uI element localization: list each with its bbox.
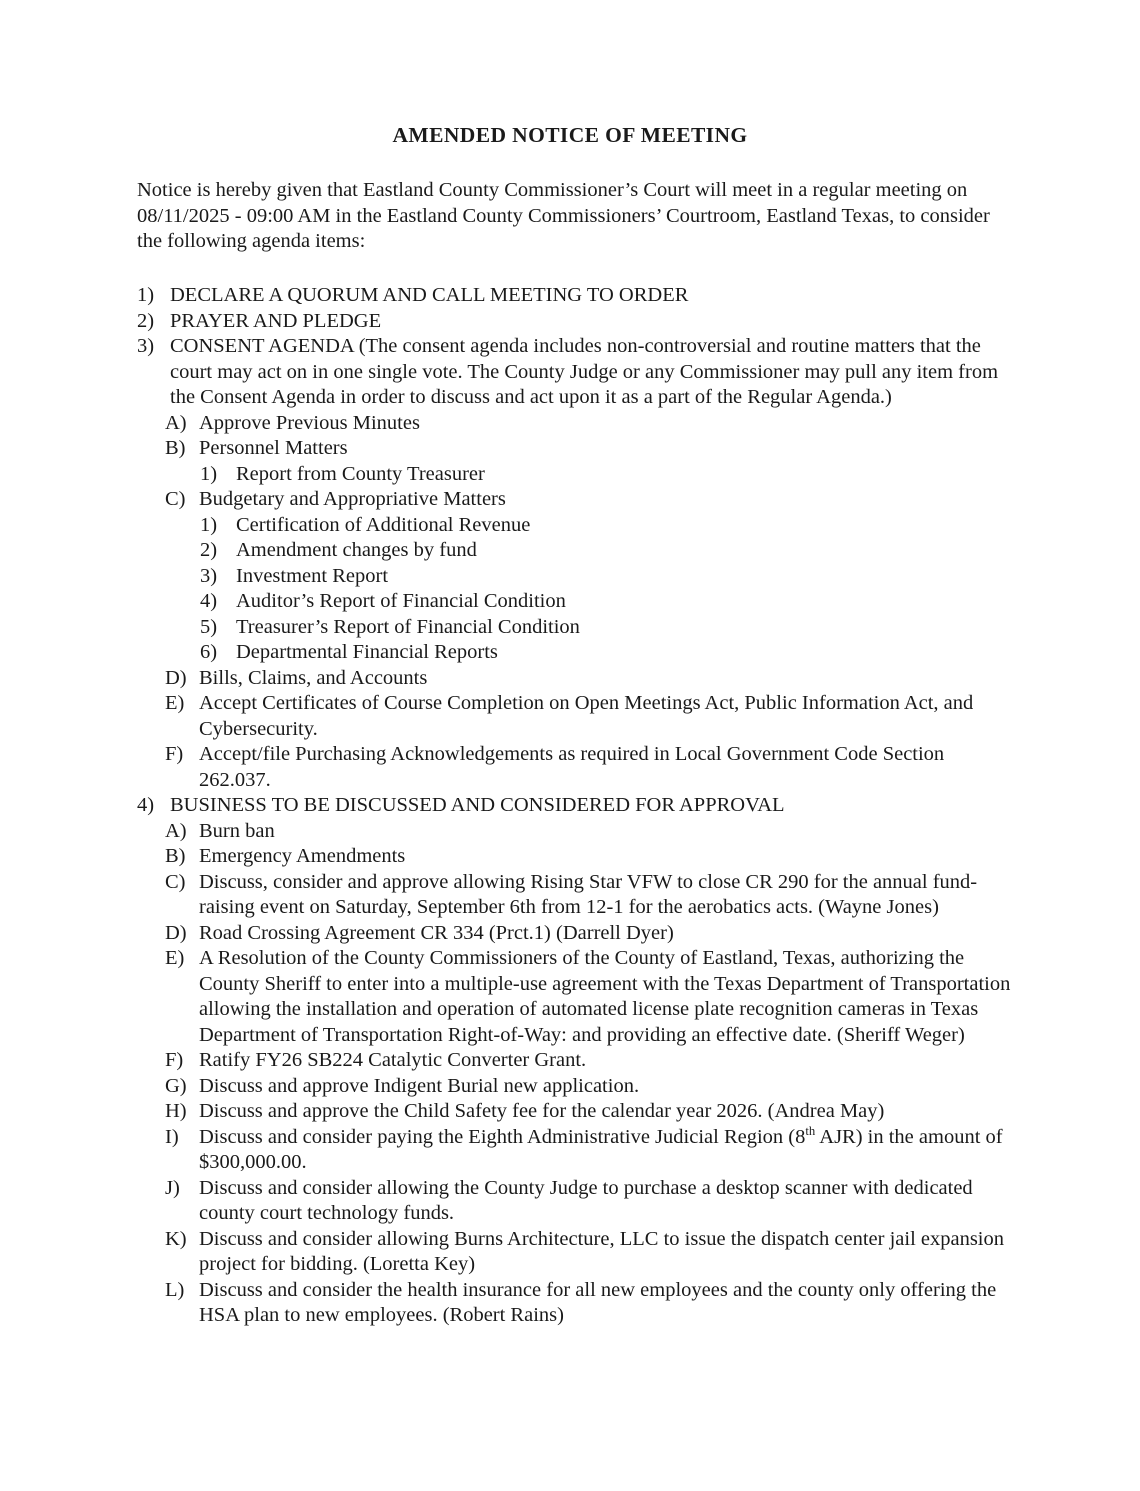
agenda-item-text: Investment Report: [236, 564, 389, 587]
agenda-item-level-2: [165, 666, 1017, 692]
agenda-item-marker: J): [165, 1176, 180, 1199]
agenda-item-level-2: [165, 411, 1017, 437]
agenda-item-level-3: [200, 538, 1017, 564]
agenda-item-marker: 1): [137, 284, 155, 306]
agenda-item-text: A Resolution of the County Commissioners of the County of Eastland, Texas, authorizing the County Sheriff to enter into a multiple-use agreement with the Texas Department of Transportation allowing the installation and operation of automated license plate recognition cameras in Texas Department of Transportation Right-of-Way: and providing an effective date. (Sheriff Weger): [199, 947, 1011, 1046]
agenda-item-text: DECLARE A QUORUM AND CALL MEETING TO ORDER: [170, 284, 689, 306]
agenda-item-text: Budgetary and Appropriative Matters: [199, 488, 506, 510]
agenda-item-text: Personnel Matters: [199, 437, 348, 459]
agenda-item-level-1: [137, 309, 1017, 335]
agenda-item-marker: F): [165, 743, 184, 765]
agenda-item-level-3: [200, 615, 1017, 641]
agenda-item-level-2: [165, 436, 1017, 462]
agenda-item-level-3: [200, 513, 1017, 539]
agenda-item-marker: F): [165, 1049, 184, 1071]
agenda-item-text: Certification of Additional Revenue: [236, 513, 531, 536]
agenda-item-level-2: [165, 1176, 1017, 1227]
agenda-item-marker: L): [165, 1278, 185, 1301]
agenda-item-level-2: [165, 819, 1017, 845]
agenda-item-text: Report from County Treasurer: [236, 462, 485, 485]
agenda-item-level-2: [165, 1278, 1017, 1329]
agenda-item-level-2: [165, 946, 1017, 1048]
agenda-item-text: Departmental Financial Reports: [236, 641, 498, 663]
agenda-item-text: Accept Certificates of Course Completion on Open Meetings Act, Public Information Act, and Cybersecurity.: [199, 692, 974, 740]
agenda-item-level-2: [165, 1227, 1017, 1278]
agenda-item-marker: I): [165, 1125, 179, 1148]
agenda-item-level-1: [137, 283, 1017, 309]
agenda-item-text: Auditor’s Report of Financial Condition: [236, 590, 566, 612]
agenda-item-level-3: [200, 589, 1017, 615]
agenda-item-marker: E): [165, 947, 185, 969]
agenda-item-marker: A): [165, 411, 187, 434]
agenda-item-text: Discuss and consider allowing Burns Architecture, LLC to issue the dispatch center jail expansion project for bidding. (Loretta Key): [199, 1227, 1005, 1275]
agenda-item-marker: 2): [200, 539, 218, 561]
agenda-item-marker: D): [165, 921, 187, 944]
agenda-item-text: Road Crossing Agreement CR 334 (Prct.1) (Darrell Dyer): [199, 921, 674, 944]
agenda-item-level-2: [165, 1074, 1017, 1100]
agenda-item-marker: 1): [200, 462, 218, 485]
agenda-item-level-2: [165, 691, 1017, 742]
page-title: AMENDED NOTICE OF MEETING: [392, 123, 748, 147]
agenda-item-level-2: [165, 870, 1017, 921]
agenda-item-marker: 3): [137, 335, 155, 357]
agenda-item-text: Discuss and approve Indigent Burial new application.: [199, 1074, 640, 1097]
agenda-item-text: Discuss and consider the health insurance for all new employees and the county only offering the HSA plan to new employees. (Robert Rains): [199, 1278, 997, 1326]
agenda-item-level-3: [200, 462, 1017, 488]
agenda-item-marker: C): [165, 870, 186, 893]
agenda-item-level-2: [165, 921, 1017, 947]
agenda-item-marker: B): [165, 437, 186, 459]
agenda-item-text: Burn ban: [199, 819, 275, 842]
agenda-item-marker: 1): [200, 513, 218, 536]
agenda-item-text: Ratify FY26 SB224 Catalytic Converter Grant.: [199, 1049, 587, 1071]
agenda-item-text: Amendment changes by fund: [236, 539, 477, 561]
agenda-item-level-1: [137, 793, 1017, 819]
agenda-item-marker: 5): [200, 615, 218, 638]
agenda-item-marker: D): [165, 666, 187, 689]
notice-intro-paragraph: Notice is hereby given that Eastland County Commissioner’s Court will meet in a regular meeting on 08/11/2025 - 09:00 AM in the Eastland County Commissioners’ Courtroom, Eastland Texas, to consider the following agenda items:: [137, 179, 990, 252]
agenda-item-text: Approve Previous Minutes: [199, 411, 420, 434]
agenda-item-level-2: [165, 1048, 1017, 1074]
agenda-item-marker: A): [165, 819, 187, 842]
agenda-list: [137, 283, 1017, 1329]
agenda-item-text: CONSENT AGENDA (The consent agenda includes non-controversial and routine matters that the court may act on in one single vote. The County Judge or any Commissioner may pull any item from the Consent Agenda in order to discuss and act upon it as a part of the Regular Agenda.): [170, 335, 999, 408]
agenda-item-text: Discuss, consider and approve allowing Rising Star VFW to close CR 290 for the annual fund-raising event on Saturday, September 6th from 12-1 for the aerobatics acts. (Wayne Jones): [199, 870, 978, 918]
agenda-item-marker: C): [165, 488, 186, 510]
agenda-item-text: Discuss and consider paying the Eighth Administrative Judicial Region (8th AJR) in the amount of $300,000.00.: [199, 1123, 1003, 1173]
agenda-item-level-2: [165, 1125, 1017, 1176]
agenda-item-text: Discuss and approve the Child Safety fee for the calendar year 2026. (Andrea May): [199, 1100, 885, 1122]
agenda-item-marker: K): [165, 1227, 187, 1250]
agenda-item-marker: 3): [200, 564, 218, 587]
agenda-item-level-2: [165, 487, 1017, 513]
agenda-item-level-2: [165, 742, 1017, 793]
agenda-item-text: PRAYER AND PLEDGE: [170, 309, 382, 332]
agenda-item-level-3: [200, 640, 1017, 666]
agenda-item-marker: B): [165, 845, 186, 867]
agenda-item-text: Discuss and consider allowing the County Judge to purchase a desktop scanner with dedicated county court technology funds.: [199, 1176, 973, 1224]
agenda-item-marker: H): [165, 1100, 187, 1122]
agenda-item-text: BUSINESS TO BE DISCUSSED AND CONSIDERED FOR APPROVAL: [170, 794, 785, 816]
agenda-item-level-2: [165, 844, 1017, 870]
agenda-item-marker: G): [165, 1074, 187, 1097]
agenda-item-text: Bills, Claims, and Accounts: [199, 666, 428, 689]
agenda-item-text: Treasurer’s Report of Financial Condition: [236, 615, 580, 638]
agenda-item-marker: E): [165, 692, 185, 714]
agenda-item-text: Accept/file Purchasing Acknowledgements as required in Local Government Code Section 262.037.: [199, 743, 945, 791]
agenda-item-marker: 4): [200, 590, 218, 612]
agenda-item-marker: 6): [200, 641, 218, 663]
agenda-item-marker: 4): [137, 794, 155, 816]
agenda-item-level-2: [165, 1099, 1017, 1125]
agenda-item-text: Emergency Amendments: [199, 845, 406, 867]
agenda-item-level-1: [137, 334, 1017, 411]
agenda-item-marker: 2): [137, 309, 155, 332]
agenda-item-level-3: [200, 564, 1017, 590]
